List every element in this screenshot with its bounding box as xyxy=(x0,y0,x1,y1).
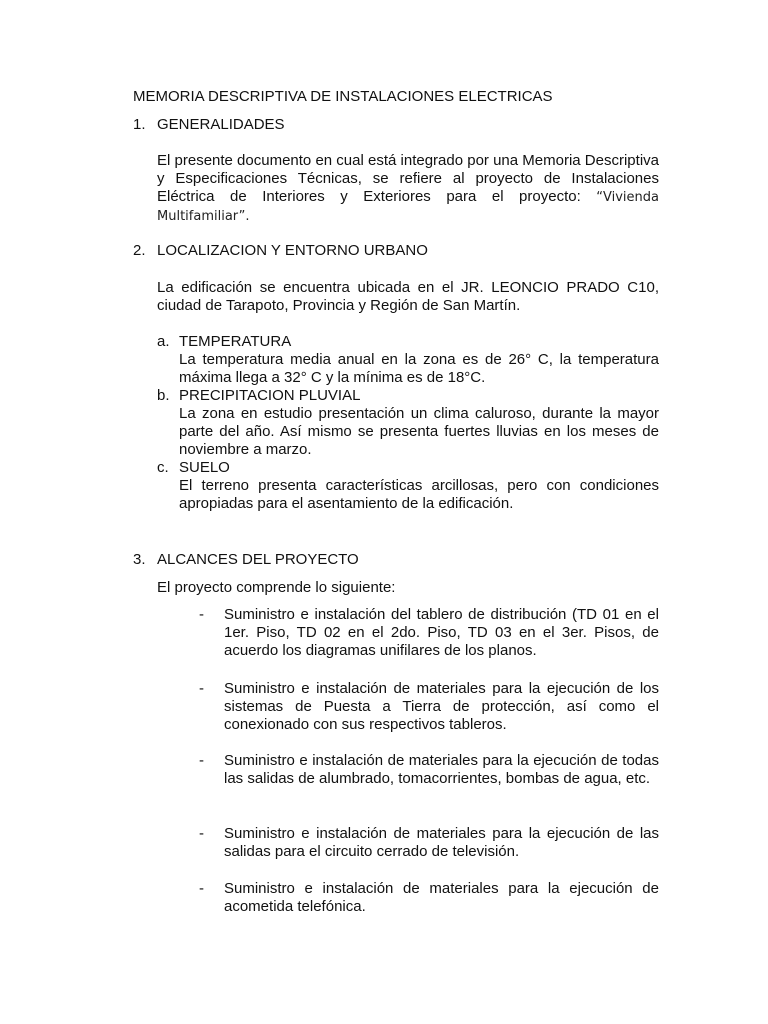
bullet-marker: - xyxy=(199,752,204,769)
section-title: LOCALIZACION Y ENTORNO URBANO xyxy=(157,242,428,259)
section-number: 1. xyxy=(133,116,146,133)
section-number: 3. xyxy=(133,551,146,568)
section-title: GENERALIDADES xyxy=(157,116,285,133)
subsection-letter: a. xyxy=(157,333,170,350)
section-paragraph xyxy=(157,152,659,226)
list-item-text: Suministro e instalación de materiales para la ejecución de los sistemas de Puesta a Tierra de protección, así como el conexionado con sus respectivos tableros. xyxy=(224,680,659,733)
subsection-title: PRECIPITACION PLUVIAL xyxy=(179,387,361,404)
bullet-marker: - xyxy=(199,606,204,623)
subsection-letter: b. xyxy=(157,387,170,404)
document-title: MEMORIA DESCRIPTIVA DE INSTALACIONES ELECTRICAS xyxy=(133,88,553,105)
project-name-quote: “Vivienda Multifamiliar”. xyxy=(157,190,659,224)
subsection-title: TEMPERATURA xyxy=(179,333,292,350)
section-title: ALCANCES DEL PROYECTO xyxy=(157,551,359,568)
subsection-text: La temperatura media anual en la zona es de 26° C, la temperatura máxima llega a 32° C y la mínima es de 18°C. xyxy=(179,351,659,386)
bullet-marker: - xyxy=(199,825,204,842)
list-item-text: Suministro e instalación del tablero de distribución (TD 01 en el 1er. Piso, TD 02 en el 2do. Piso, TD 03 en el 3er. Pisos, de acuerdo los diagramas unifilares de los planos. xyxy=(224,606,659,659)
paragraph-text: El presente documento en cual está integrado por una Memoria Descriptiva y Especificaciones Técnicas, se refiere al proyecto de Instalaciones Eléctrica de Interiores y Exteriores para el proyecto: xyxy=(157,152,659,205)
subsection-letter: c. xyxy=(157,459,169,476)
subsection-text: La zona en estudio presentación un clima caluroso, durante la mayor parte del año. Así mismo se presenta fuertes lluvias en los meses de noviembre a marzo. xyxy=(179,405,659,458)
bullet-marker: - xyxy=(199,680,204,697)
section-paragraph: La edificación se encuentra ubicada en el JR. LEONCIO PRADO C10, ciudad de Tarapoto, Provincia y Región de San Martín. xyxy=(157,279,659,314)
subsection-text: El terreno presenta características arcillosas, pero con condiciones apropiadas para el asentamiento de la edificación. xyxy=(179,477,659,512)
list-item-text: Suministro e instalación de materiales para la ejecución de acometida telefónica. xyxy=(224,880,659,915)
section-paragraph: El proyecto comprende lo siguiente: xyxy=(157,579,396,596)
section-number: 2. xyxy=(133,242,146,259)
subsection-title: SUELO xyxy=(179,459,230,476)
list-item-text: Suministro e instalación de materiales para la ejecución de todas las salidas de alumbrado, tomacorrientes, bombas de agua, etc. xyxy=(224,752,659,787)
bullet-marker: - xyxy=(199,880,204,897)
list-item-text: Suministro e instalación de materiales para la ejecución de las salidas para el circuito cerrado de televisión. xyxy=(224,825,659,860)
